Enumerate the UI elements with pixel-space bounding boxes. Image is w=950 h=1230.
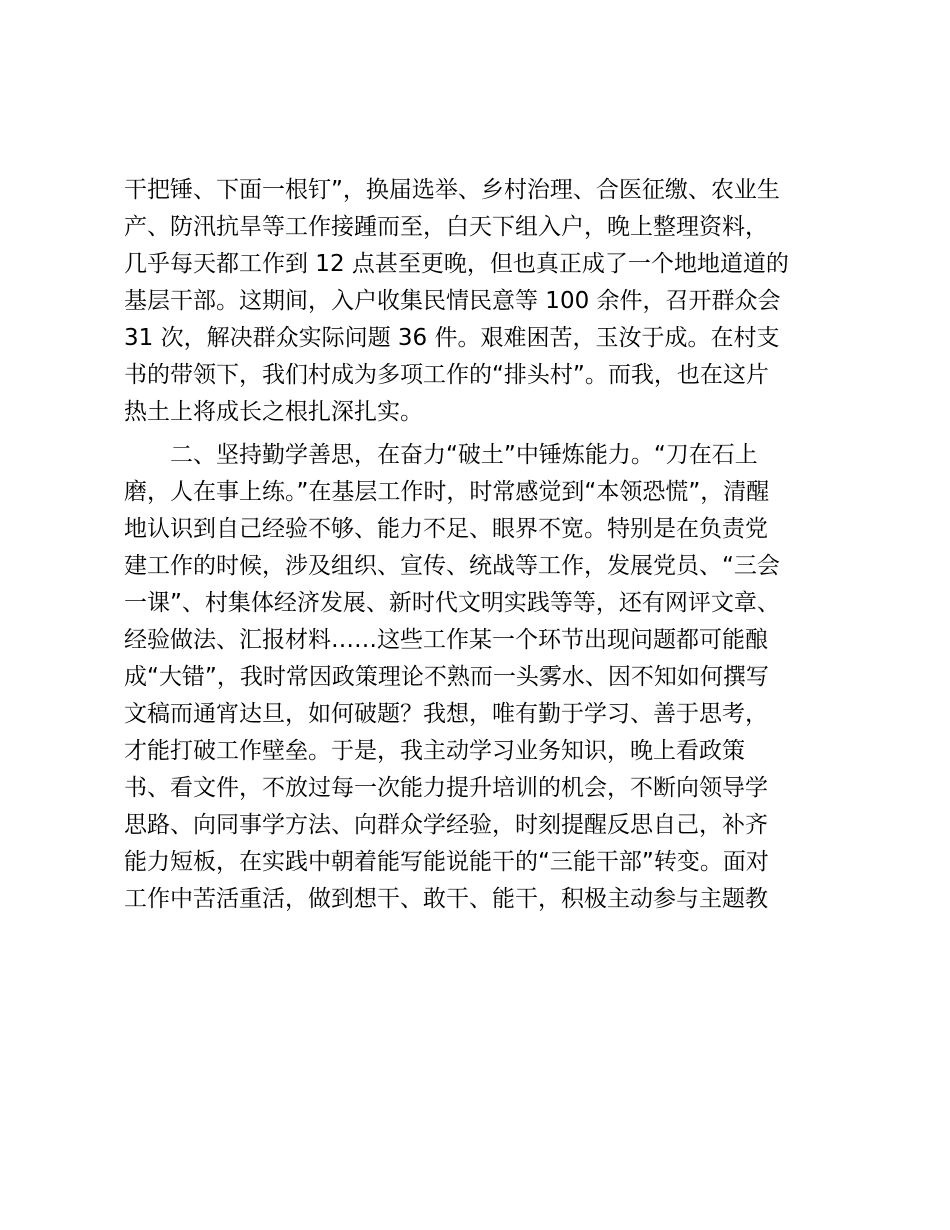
text-line: 成“大错”，我时常因政策理论不熟而一头雾水、因不知如何撰写 — [124, 664, 769, 690]
text-line: 书、看文件，不放过每一次能力提升培训的机会，不断向领导学 — [124, 775, 768, 801]
text-line: 文稿而通宵达旦，如何破题？我想，唯有勤于学习、善于思考， — [124, 701, 768, 727]
text-line: 热土上将成长之根扎深扎实。 — [124, 399, 423, 425]
body-text — [124, 172, 844, 918]
text-line: 磨，人在事上练。”在基层工作时，时常感觉到“本领恐慌”，清醒 — [124, 479, 770, 505]
text-line: 书的带领下，我们村成为多项工作的“排头村”。而我，也在这片 — [124, 362, 769, 388]
text-line: 几乎每天都工作到 12 点甚至更晚，但也真正成了一个地地道道的 — [124, 251, 789, 277]
text-line: 产、防汛抗旱等工作接踵而至，白天下组入户，晚上整理资料， — [124, 214, 768, 240]
text-line: 建工作的时候，涉及组织、宣传、统战等工作，发展党员、“三会 — [124, 553, 780, 579]
text-line: 才能打破工作壁垒。于是，我主动学习业务知识，晚上看政策 — [124, 738, 745, 764]
section-heading-line: 二、坚持勤学善思，在奋力“破土”中锤炼能力。“刀在石上 — [170, 442, 758, 468]
text-line: 一课”、村集体经济发展、新时代文明实践等等，还有网评文章、 — [124, 590, 780, 616]
text-line: 经验做法、汇报材料……这些工作某一个环节出现问题都可能酿 — [124, 627, 768, 653]
text-line: 干把锤、下面一根钉”，换届选举、乡村治理、合医征缴、农业生 — [124, 177, 780, 203]
text-line: 工作中苦活重活，做到想干、敢干、能干，积极主动参与主题教 — [124, 886, 768, 912]
text-line: 基层干部。这期间，入户收集民情民意等 100 余件，召开群众会 — [124, 288, 781, 314]
text-line: 思路、向同事学方法、向群众学经验，时刻提醒反思自己，补齐 — [124, 812, 768, 838]
text-line: 能力短板，在实践中朝着能写能说能干的“三能干部”转变。面对 — [124, 849, 769, 875]
text-line: 31 次，解决群众实际问题 36 件。艰难困苦，玉汝于成。在村支 — [124, 325, 780, 351]
text-line: 地认识到自己经验不够、能力不足、眼界不宽。特别是在负责党 — [124, 516, 768, 542]
